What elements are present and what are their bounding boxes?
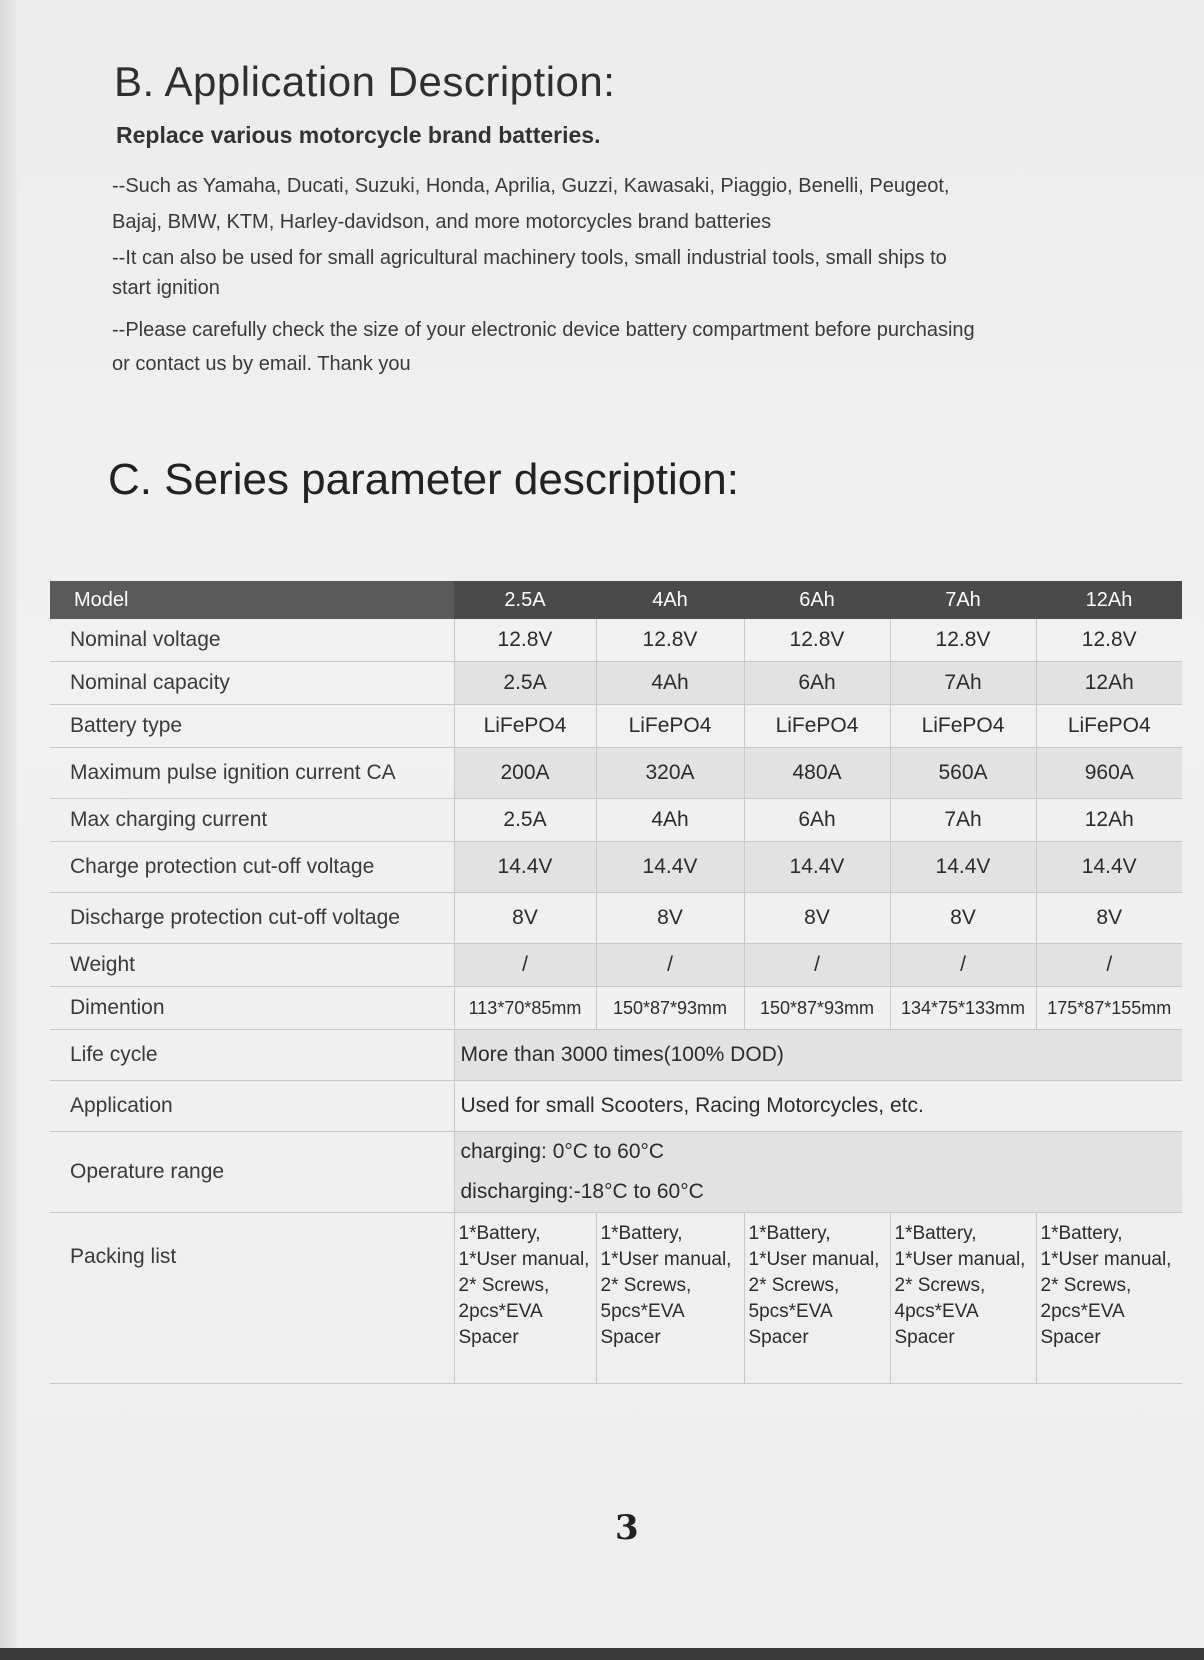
cell-value: 7Ah (890, 662, 1036, 705)
section-b-title: B. Application Description: (114, 58, 616, 105)
packing-item: 1*Battery, (748, 1223, 831, 1244)
header-model: 6Ah (744, 581, 890, 619)
table-row (50, 619, 1182, 662)
cell-value: 150*87*93mm (744, 987, 890, 1030)
table-header-row (50, 581, 1182, 619)
row-label: Weight (50, 944, 454, 987)
packing-item: Spacer (894, 1327, 955, 1348)
cell-value: 6Ah (744, 799, 890, 842)
cell-value: / (1036, 944, 1182, 987)
packing-item: 2* Screws, (894, 1275, 986, 1296)
discharging-range: discharging:-18°C to 60°C (460, 1180, 704, 1203)
packing-item: 1*User manual, (1040, 1249, 1172, 1270)
cell-value: / (890, 944, 1036, 987)
table-row (50, 705, 1182, 748)
section-b-line: --Please carefully check the size of your electronic device battery compartment before purchasing (112, 319, 975, 341)
cell-value: LiFePO4 (596, 705, 744, 748)
cell-value: 12.8V (1036, 619, 1182, 662)
packing-item: 2* Screws, (748, 1275, 840, 1296)
cell-value: 14.4V (1036, 842, 1182, 893)
packing-item: 2pcs*EVA (1040, 1301, 1125, 1322)
header-model-label: Model (50, 581, 454, 619)
packing-item: 5pcs*EVA (600, 1301, 685, 1322)
row-label: Nominal voltage (50, 619, 454, 662)
cell-value: LiFePO4 (1036, 705, 1182, 748)
parameter-table (50, 581, 1182, 1384)
cell-value: 14.4V (744, 842, 890, 893)
cell-value: 113*70*85mm (454, 987, 596, 1030)
header-model: 12Ah (1036, 581, 1182, 619)
table-row (50, 944, 1182, 987)
cell-value: 200A (454, 748, 596, 799)
packing-item: 2* Screws, (458, 1275, 550, 1296)
packing-cell (1036, 1213, 1182, 1384)
cell-value: 14.4V (454, 842, 596, 893)
cell-value: 175*87*155mm (1036, 987, 1182, 1030)
cell-value: 12Ah (1036, 799, 1182, 842)
cell-value: 12.8V (744, 619, 890, 662)
cell-value: 12.8V (596, 619, 744, 662)
packing-cell (454, 1213, 596, 1384)
table-row (50, 662, 1182, 705)
table-row (50, 1213, 1182, 1384)
row-label: Maximum pulse ignition current CA (50, 748, 454, 799)
section-b-line: --It can also be used for small agricultural machinery tools, small industrial tools, small ships to (112, 247, 947, 269)
packing-cell (596, 1213, 744, 1384)
header-model: 7Ah (890, 581, 1036, 619)
row-label: Packing list (50, 1213, 454, 1384)
cell-value: 8V (596, 893, 744, 944)
page-shadow (0, 1648, 1204, 1660)
row-label: Charge protection cut-off voltage (50, 842, 454, 893)
table-row (50, 893, 1182, 944)
cell-value: 2.5A (454, 799, 596, 842)
row-label: Application (50, 1081, 454, 1132)
packing-item: 1*Battery, (1040, 1223, 1123, 1244)
cell-value: LiFePO4 (454, 705, 596, 748)
packing-item: 2* Screws, (1040, 1275, 1132, 1296)
cell-value: 480A (744, 748, 890, 799)
row-label: Nominal capacity (50, 662, 454, 705)
cell-value: 7Ah (890, 799, 1036, 842)
section-b-line: --Such as Yamaha, Ducati, Suzuki, Honda, Aprilia, Guzzi, Kawasaki, Piaggio, Benelli, Peugeot, (112, 175, 950, 197)
cell-value: 8V (1036, 893, 1182, 944)
table-row (50, 1132, 1182, 1213)
cell-value: 2.5A (454, 662, 596, 705)
row-label: Max charging current (50, 799, 454, 842)
header-model: 2.5A (454, 581, 596, 619)
packing-item: Spacer (458, 1327, 519, 1348)
cell-value: 8V (890, 893, 1036, 944)
cell-value: 560A (890, 748, 1036, 799)
packing-item: 1*User manual, (748, 1249, 880, 1270)
table-row (50, 987, 1182, 1030)
cell-value: 14.4V (596, 842, 744, 893)
cell-value: 12Ah (1036, 662, 1182, 705)
row-label: Operature range (50, 1132, 454, 1213)
cell-value: 8V (454, 893, 596, 944)
cell-value: / (454, 944, 596, 987)
table-row (50, 1030, 1182, 1081)
table-row (50, 748, 1182, 799)
row-label: Dimention (50, 987, 454, 1030)
table-row (50, 1081, 1182, 1132)
packing-item: 1*Battery, (458, 1223, 541, 1244)
cell-value: 320A (596, 748, 744, 799)
packing-item: 1*User manual, (600, 1249, 732, 1270)
packing-item: Spacer (1040, 1327, 1101, 1348)
cell-value: 12.8V (890, 619, 1036, 662)
section-b-line: Bajaj, BMW, KTM, Harley-davidson, and more motorcycles brand batteries (112, 211, 772, 233)
operature-value (454, 1132, 1182, 1213)
packing-item: 2pcs*EVA (458, 1301, 543, 1322)
row-label: Discharge protection cut-off voltage (50, 893, 454, 944)
cell-value: 134*75*133mm (890, 987, 1036, 1030)
packing-item: 1*Battery, (600, 1223, 683, 1244)
packing-item: 2* Screws, (600, 1275, 692, 1296)
charging-range: charging: 0°C to 60°C (460, 1140, 665, 1163)
packing-cell (890, 1213, 1036, 1384)
cell-value: 4Ah (596, 662, 744, 705)
packing-item: 1*Battery, (894, 1223, 977, 1244)
packing-item: Spacer (600, 1327, 661, 1348)
row-label: Life cycle (50, 1030, 454, 1081)
packing-item: Spacer (748, 1327, 809, 1348)
cell-value: 150*87*93mm (596, 987, 744, 1030)
cell-value: 12.8V (454, 619, 596, 662)
cell-value: / (596, 944, 744, 987)
packing-item: 4pcs*EVA (894, 1301, 979, 1322)
packing-item: 5pcs*EVA (748, 1301, 833, 1322)
cell-value: LiFePO4 (744, 705, 890, 748)
packing-item: 1*User manual, (894, 1249, 1026, 1270)
cell-value: LiFePO4 (890, 705, 1036, 748)
cell-value: 14.4V (890, 842, 1036, 893)
cell-value: 8V (744, 893, 890, 944)
cell-value: 6Ah (744, 662, 890, 705)
header-model: 4Ah (596, 581, 744, 619)
table-row (50, 842, 1182, 893)
table-row (50, 799, 1182, 842)
application-value: Used for small Scooters, Racing Motorcycles, etc. (454, 1081, 1182, 1132)
cell-value: 960A (1036, 748, 1182, 799)
life-cycle-value: More than 3000 times(100% DOD) (454, 1030, 1182, 1081)
packing-cell (744, 1213, 890, 1384)
section-b-line: or contact us by email. Thank you (112, 353, 411, 375)
section-c-title: C. Series parameter description: (108, 455, 739, 504)
row-label: Battery type (50, 705, 454, 748)
packing-item: 1*User manual, (458, 1249, 590, 1270)
section-b-lead: Replace various motorcycle brand batteries. (116, 122, 601, 148)
page-number: 3 (615, 1508, 639, 1548)
cell-value: 4Ah (596, 799, 744, 842)
section-b-line: start ignition (112, 277, 220, 299)
cell-value: / (744, 944, 890, 987)
